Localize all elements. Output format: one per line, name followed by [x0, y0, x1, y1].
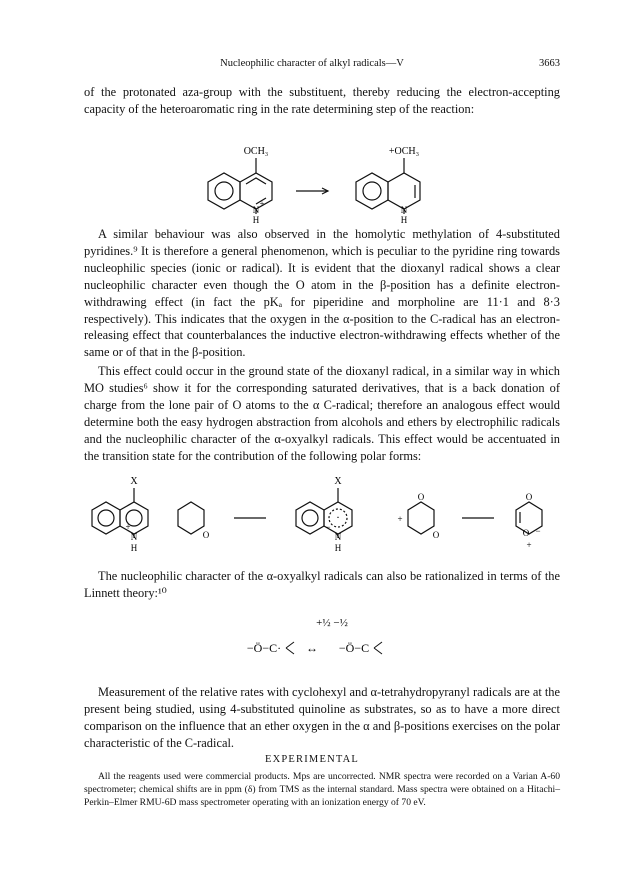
- scheme-2-structure: [0, 474, 624, 564]
- experimental-paragraph: All the reagents used were commercial products. Mps are uncorrected. NMR spectra were recorded on a Varian A-60 spectrometer; chemical shifts are in ppm (δ) from TMS as the internal standard. Mass spectra were obtained on a Hitachi–Perkin–Elmer RMU-6D mass spectrometer operating with an ionization energy of 70 eV.: [84, 771, 560, 808]
- scheme-1-left-n: N: [252, 205, 260, 215]
- scheme-2-o-b-top: O: [417, 492, 425, 502]
- scheme-2-o-b-bottom: O: [432, 530, 440, 540]
- scheme-2-plus-b: +: [397, 514, 403, 524]
- running-head-title: Nucleophilic character of alkyl radicals—V: [220, 58, 404, 69]
- linnett-formula: [0, 612, 624, 662]
- scheme-2-x-left: X: [130, 476, 138, 487]
- scheme-1-left-substituent: OCH₃: [243, 146, 269, 157]
- section-heading-experimental: EXPERIMENTAL: [264, 754, 360, 765]
- scheme-2-dot-b: ·: [336, 510, 340, 524]
- scheme-2-o-a: O: [202, 530, 210, 540]
- scheme-1-left-h: H: [252, 215, 260, 225]
- paragraph-3: This effect could occur in the ground state of the dioxanyl radical, in a similar way in which MO studies⁶ show it for the corresponding saturated derivatives, that is a back donation of charge from the lone pair of O atoms to the α C-radical; therefore an analogous effect would determine both the easy hydrogen abstraction from alcohols and ethers by electrophilic radicals and the nucleophilic character of the α-oxyalkyl radicals. This effect would be accentuated in the transition state for the contribution of the following polar forms:: [84, 364, 560, 463]
- linnett-arrow: ↔: [306, 641, 318, 655]
- scheme-1-left-plus: +: [259, 199, 265, 209]
- scheme-2-o-c-bottom: O: [522, 528, 530, 538]
- running-head: [0, 58, 624, 74]
- scheme-2-h-a: H: [130, 543, 138, 553]
- linnett-right-form: −Ö−C: [338, 641, 370, 655]
- paragraph-2: A similar behaviour was also observed in the homolytic methylation of 4-substituted pyridines.⁹ It is therefore a general phenomenon, which is peculiar to the pyridine ring towards nucleophilic species (ionic or radical). It is evident that the dioxanyl radical shows a clear nucleophilic character even though the O atom in the β-position has a definite electron-withdrawing effect (in fact the pKₐ for piperidine and morpholine are 11·1 and 8·3 respectively). This indicates that the oxygen in the α-position to the C-radical has an electron-releasing effect that counterbalances the inductive electron-withdrawing effects whether of the same or of that in the β-position.: [84, 227, 560, 360]
- scheme-2-o-c-top: O: [525, 492, 533, 502]
- scheme-2-plus-c: +: [526, 540, 532, 550]
- scheme-1-structure: [0, 140, 624, 225]
- scheme-2-h-b: H: [334, 543, 342, 553]
- linnett-left-form: −Ö−C·: [246, 641, 282, 655]
- scheme-1-right-substituent: +OCH₃: [388, 146, 420, 157]
- scheme-2-plus-a: +: [125, 522, 131, 532]
- scheme-2-x-right: X: [334, 476, 342, 487]
- paragraph-5: Measurement of the relative rates with cyclohexyl and α-tetrahydropyranyl radicals are at the present being studied, using 4-substituted quinoline as substrates, so as to have a more direct comparison on the influence that an ether oxygen in the α and β-positions exercises on the polar characteristic of the C-radical.: [84, 685, 560, 750]
- scheme-1-right-h: H: [400, 215, 408, 225]
- scheme-1-right-n: N: [400, 205, 408, 215]
- page-number: 3663: [539, 58, 560, 69]
- scheme-2-n-a: N: [130, 532, 138, 542]
- scheme-2-n-b: N: [334, 532, 342, 542]
- scheme-2-minus-c: −: [535, 526, 541, 536]
- paragraph-4: The nucleophilic character of the α-oxyalkyl radicals can also be rationalized in terms of the Linnett theory:¹⁰: [84, 569, 560, 600]
- scheme-2-minus-b: −: [325, 522, 331, 532]
- linnett-charges: +½ −½: [316, 617, 348, 629]
- paragraph-1: of the protonated aza-group with the substituent, thereby reducing the electron-accepting capacity of the heteroaromatic ring in the rate determining step of the reaction:: [84, 85, 560, 116]
